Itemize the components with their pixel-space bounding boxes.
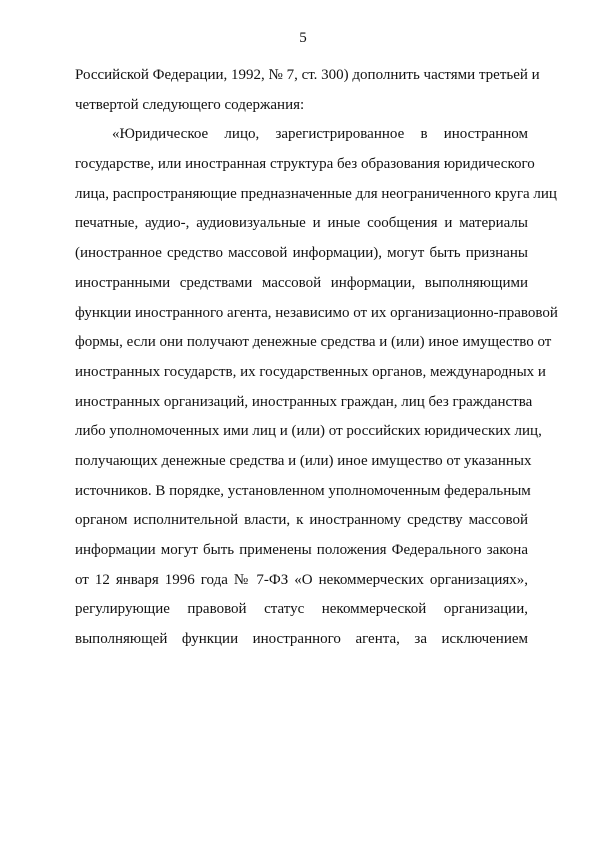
document-body <box>75 64 558 658</box>
text-line: регулирующие правовой статус некоммерческой организации, <box>75 601 528 618</box>
text-line: выполняющей функции иностранного агента, за исключением <box>75 631 528 648</box>
text-line: иностранных организаций, иностранных граждан, лиц без гражданства <box>75 393 533 410</box>
text-line: органом исполнительной власти, к иностранному средству массовой <box>75 512 528 529</box>
text-line: иностранными средствами массовой информации, выполняющими <box>75 274 528 291</box>
paragraph-first-line: «Юридическое лицо, зарегистрированное в иностранном <box>112 126 528 143</box>
text-line: государстве, или иностранная структура без образования юридического <box>75 156 535 173</box>
text-line: Российской Федерации, 1992, № 7, ст. 300) дополнить частями третьей и <box>75 67 540 83</box>
text-line: иностранных государств, их государственных органов, международных и <box>75 363 546 380</box>
text-line: информации могут быть применены положения Федерального закона <box>75 542 528 558</box>
text-line: (иностранное средство массовой информации), могут быть признаны <box>75 245 528 262</box>
text-line: формы, если они получают денежные средства и (или) иное имущество от <box>75 334 552 351</box>
text-line: от 12 января 1996 года № 7-ФЗ «О некоммерческих организациях», <box>75 571 528 588</box>
text-line: источников. В порядке, установленном уполномоченным федеральным <box>75 482 531 499</box>
page-number: 5 <box>299 30 307 46</box>
text-line: печатные, аудио-, аудиовизуальные и иные сообщения и материалы <box>75 215 528 232</box>
text-line: лица, распространяющие предназначенные для неограниченного круга лиц <box>75 185 557 202</box>
text-line: либо уполномоченных ими лиц и (или) от российских юридических лиц, <box>75 423 542 440</box>
text-line: получающих денежные средства и (или) иное имущество от указанных <box>75 452 532 469</box>
text-line: четвертой следующего содержания: <box>75 96 305 113</box>
text-line: функции иностранного агента, независимо от их организационно-правовой <box>75 304 558 321</box>
